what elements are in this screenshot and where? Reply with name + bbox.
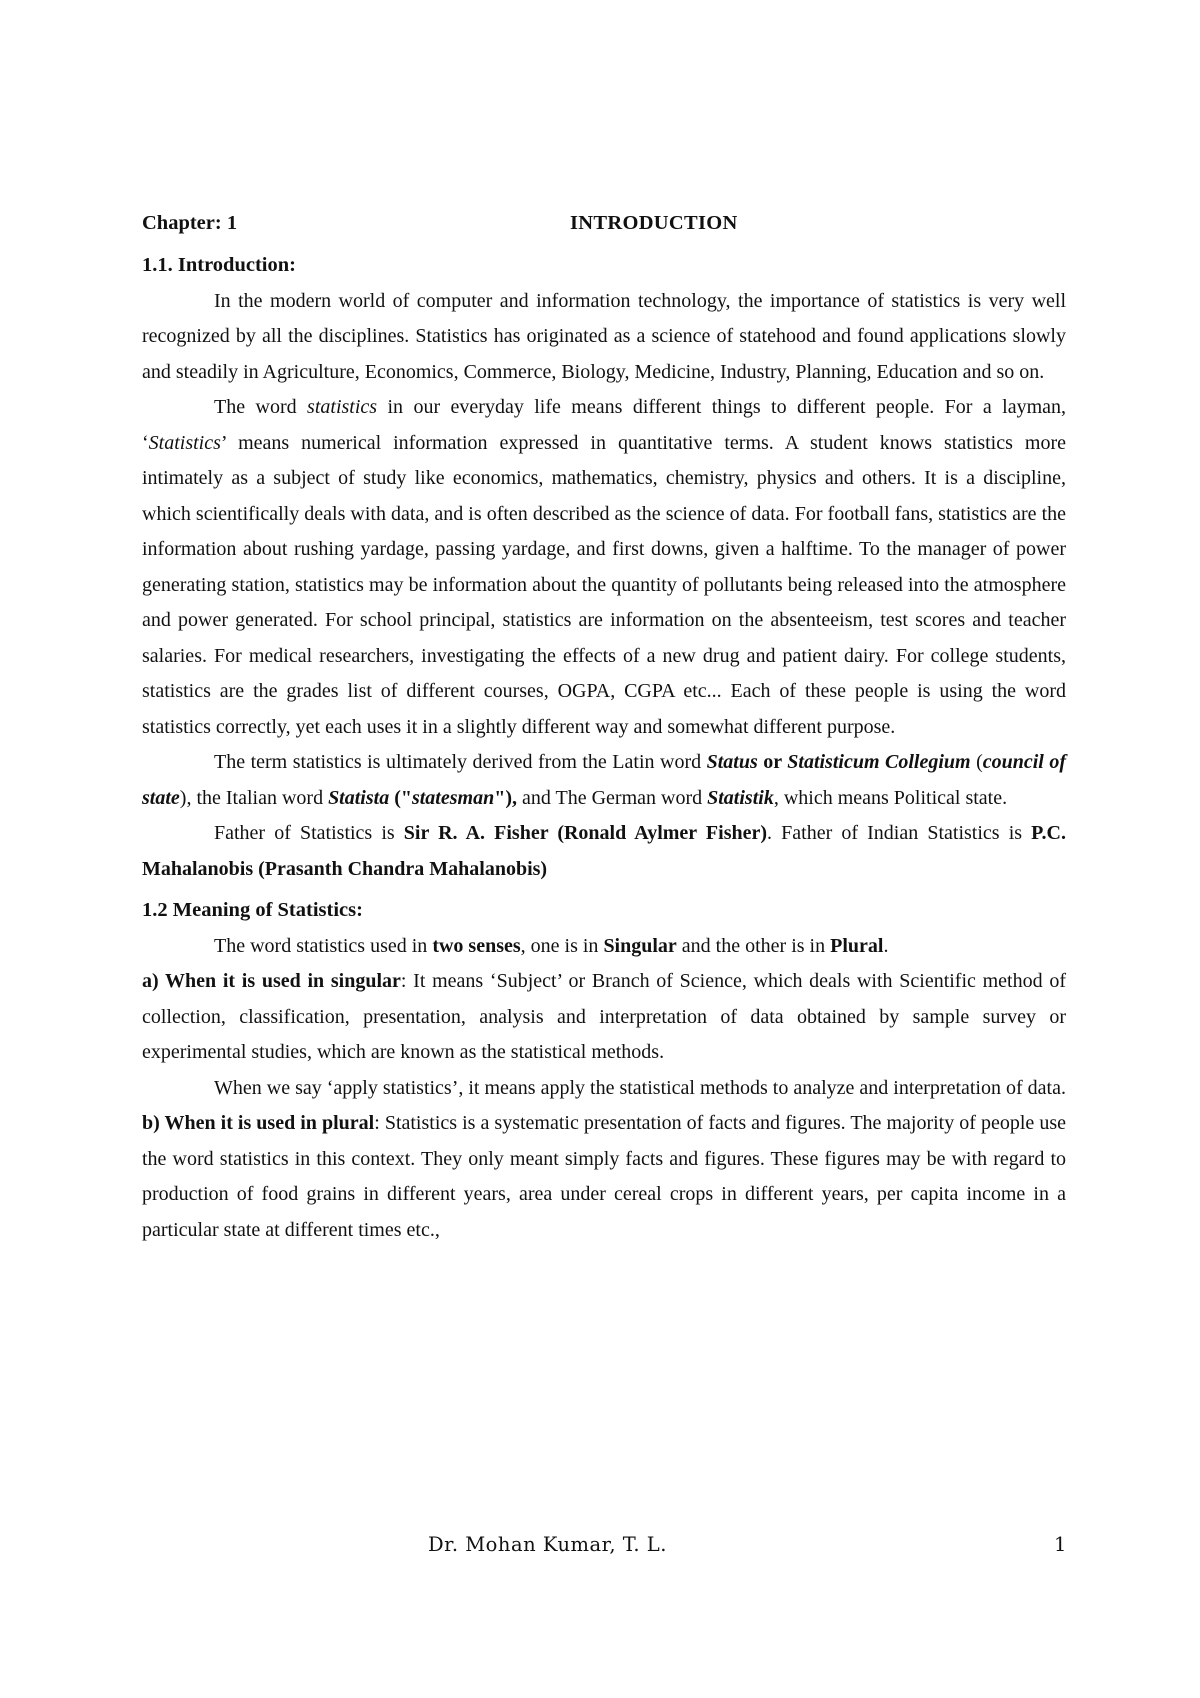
text-run: and The German word xyxy=(521,786,708,809)
section-heading-meaning: 1.2 Meaning of Statistics: xyxy=(142,899,363,921)
paragraph-two-senses xyxy=(142,929,1066,965)
paragraph-plural xyxy=(142,1106,1066,1248)
paragraph-apply-statistics: When we say ‘apply statistics’, it means apply the statistical methods to analyze and interpretation of data. xyxy=(214,1076,1066,1099)
text-run: and the other is in xyxy=(676,934,831,957)
text-run: ( xyxy=(970,751,983,773)
text-run: . Father of Indian Statistics is xyxy=(767,822,1032,844)
text-run: (" xyxy=(389,786,412,809)
footer-author: Dr. Mohan Kumar, T. L. xyxy=(428,1533,667,1556)
text-run: ), the Italian word xyxy=(179,786,329,809)
text-run-or: or xyxy=(757,751,788,773)
term-statistik: Statistik xyxy=(707,786,774,809)
paragraph-singular xyxy=(142,964,1066,1071)
text-run: "), xyxy=(494,786,522,809)
page-number: 1 xyxy=(1054,1533,1067,1556)
italic-term-statistics: statistics xyxy=(307,396,378,418)
text-run: The word statistics used in xyxy=(214,934,433,957)
text-run: . xyxy=(883,934,889,957)
term-statista: Statista xyxy=(328,786,390,809)
term-status: Status xyxy=(706,751,758,773)
text-run: ’ means numerical information expressed in quantitative terms. A student knows statistics more intimately as a subject of study like economics, mathematics, chemistry, physics and others. It is a discipline, which scientifically deals with data, and is often described as the science of data. For football fans, statistics are the information about rushing yardage, passing yardage, and first downs, given a halftime. To the manager of power generating station, statistics may be information about the quantity of pollutants being released into the atmosphere and power generated. For school principal, statistics are information on the absenteeism, test scores and teacher salaries. For medical researchers, investigating the effects of a new drug and patient dairy. For college students, statistics are the grades list of different courses, OGPA, CGPA etc... Each of these people is using the word statistics correctly, yet each uses it in a slightly different way and somewhat different purpose. xyxy=(142,431,1066,738)
term-statisticum-collegium: Statisticum Collegium xyxy=(787,751,971,773)
name-mahalanobis: P.C. Mahalanobis (Prasanth Chandra Mahalanobis) xyxy=(142,822,1066,880)
text-run: Father of Statistics is xyxy=(214,822,404,844)
text-run: The word xyxy=(214,396,308,418)
label-plural: b) When it is used in plural xyxy=(142,1112,375,1134)
text-run: : It means ‘Subject’ or Branch of Science, which deals with Scientific method of collection, classification, presentation, analysis and interpretation of data obtained by sample survey or experimental studies, which are known as the statistical methods. xyxy=(142,970,1066,1063)
label-singular: a) When it is used in singular xyxy=(142,970,401,992)
term-plural: Plural xyxy=(830,934,884,957)
chapter-header xyxy=(142,212,1066,246)
paragraph-etymology xyxy=(142,745,1066,816)
text-run: , one is in xyxy=(520,934,604,957)
text-run: , which means Political state. xyxy=(773,786,1008,809)
chapter-title: INTRODUCTION xyxy=(570,212,738,234)
text-run: The term statistics is ultimately derived from the Latin word xyxy=(214,751,707,773)
name-fisher: Sir R. A. Fisher (Ronald Aylmer Fisher) xyxy=(403,822,768,844)
page-content xyxy=(142,212,1066,1248)
paragraph-fathers xyxy=(142,816,1066,887)
term-council-of-state: council of state xyxy=(142,751,1067,809)
section-heading-introduction: 1.1. Introduction: xyxy=(142,254,296,276)
term-two-senses: two senses xyxy=(432,934,521,957)
paragraph-word-statistics xyxy=(142,390,1066,745)
italic-term-statistics-quoted: Statistics xyxy=(148,431,221,454)
paragraph-intro: In the modern world of computer and information technology, the importance of statistics is very well recognized by all the disciplines. Statistics has originated as a science of statehood and found applications slowly and steadily in Agriculture, Economics, Commerce, Biology, Medicine, Industry, Planning, Education and so on. xyxy=(142,289,1066,383)
text-run: in our everyday life means different things to different people. For a layman, ‘ xyxy=(142,396,1067,454)
chapter-label: Chapter: 1 xyxy=(142,212,238,234)
term-statesman: statesman xyxy=(411,786,495,809)
term-singular: Singular xyxy=(603,934,677,957)
text-run: : Statistics is a systematic presentation of facts and figures. The majority of people use the word statistics in this context. They only meant simply facts and figures. These figures may be with regard to production of food grains in different years, area under cereal crops in different years, per capita income in a particular state at different times etc., xyxy=(142,1112,1066,1241)
